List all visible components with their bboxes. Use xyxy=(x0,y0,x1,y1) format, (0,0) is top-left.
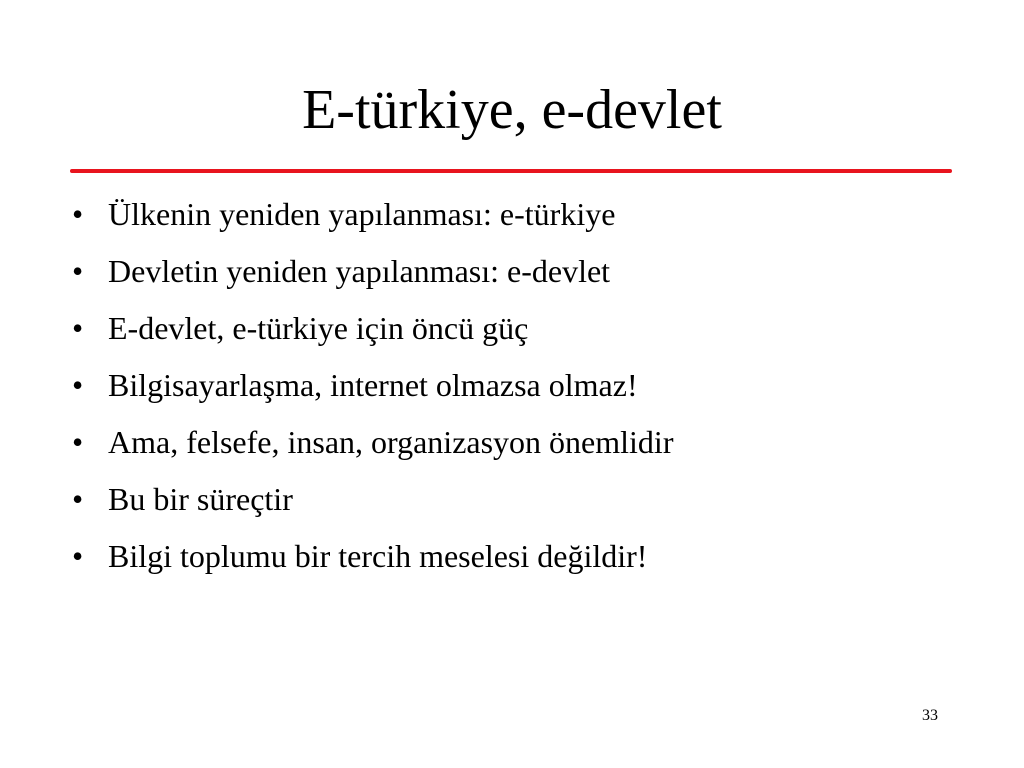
slide-title: E-türkiye, e-devlet xyxy=(302,79,722,141)
page-number: 33 xyxy=(922,707,938,724)
bullet-text: Bu bir süreçtir xyxy=(108,481,293,517)
bullet-text: Bilgisayarlaşma, internet olmazsa olmaz! xyxy=(108,367,638,403)
bullet-item xyxy=(72,414,972,471)
bullet-marker: • xyxy=(72,424,84,460)
bullet-marker: • xyxy=(72,310,84,346)
bullet-marker: • xyxy=(72,196,84,232)
bullet-text: Bilgi toplumu bir tercih meselesi değildir! xyxy=(108,538,648,574)
bullet-item xyxy=(72,357,972,414)
bullet-marker: • xyxy=(72,481,84,517)
bullet-text: Ama, felsefe, insan, organizasyon önemlidir xyxy=(108,424,674,460)
bullet-item xyxy=(72,471,972,528)
bullet-item xyxy=(72,243,972,300)
bullet-marker: • xyxy=(72,253,84,289)
bullet-item xyxy=(72,186,972,243)
bullet-item xyxy=(72,528,972,585)
bullet-item xyxy=(72,300,972,357)
title-underline xyxy=(70,169,952,173)
bullet-marker: • xyxy=(72,538,84,574)
bullet-text: Devletin yeniden yapılanması: e-devlet xyxy=(108,253,611,289)
bullet-list xyxy=(72,186,972,585)
bullet-marker: • xyxy=(72,367,84,403)
bullet-text: Ülkenin yeniden yapılanması: e-türkiye xyxy=(108,196,616,232)
bullet-text: E-devlet, e-türkiye için öncü güç xyxy=(108,310,529,346)
